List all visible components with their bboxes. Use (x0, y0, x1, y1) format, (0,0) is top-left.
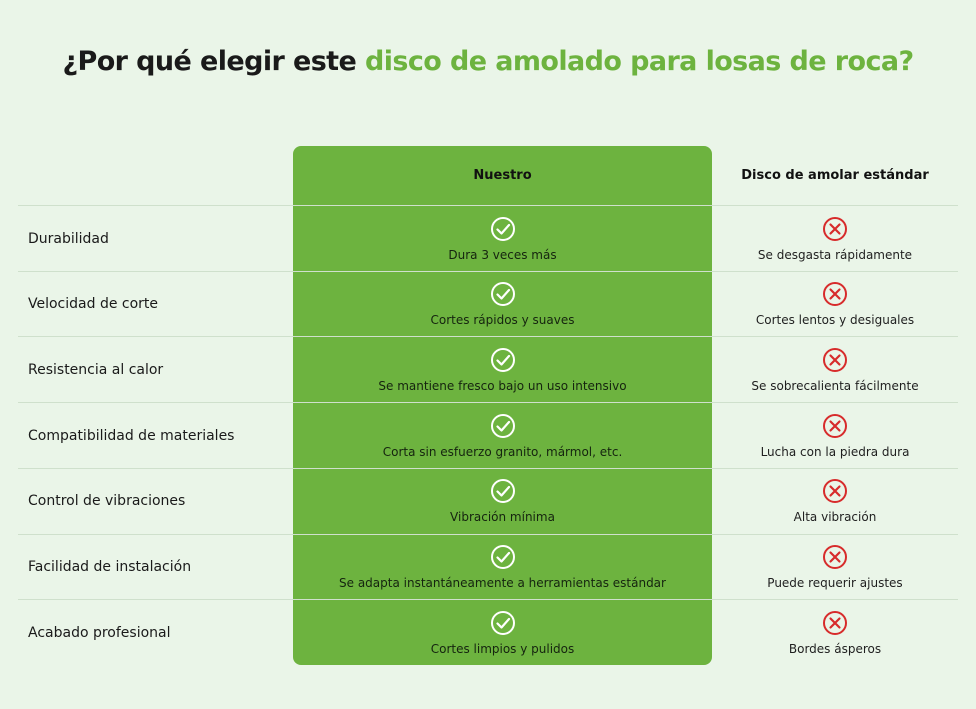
x-circle-icon (822, 478, 848, 504)
table-row (18, 271, 958, 337)
check-circle-icon (490, 413, 516, 439)
ours-cell (293, 337, 712, 402)
check-circle-icon (490, 216, 516, 242)
standard-cell (712, 337, 958, 402)
title-prefix: ¿Por qué elegir este (62, 46, 365, 77)
x-circle-icon (822, 216, 848, 242)
ours-cell (293, 403, 712, 468)
x-circle-icon (822, 281, 848, 307)
standard-cell (712, 403, 958, 468)
title-highlight: disco de amolado para losas de roca? (365, 46, 914, 77)
standard-text: Se sobrecalienta fácilmente (751, 378, 919, 393)
standard-text: Cortes lentos y desiguales (755, 313, 915, 328)
x-circle-icon (822, 544, 848, 570)
standard-text: Alta vibración (793, 510, 877, 525)
table-header (18, 146, 958, 205)
check-circle-icon (490, 478, 516, 504)
comparison-table (18, 146, 958, 665)
x-circle-icon (822, 610, 848, 636)
feature-label: Durabilidad (28, 230, 109, 247)
feature-label: Resistencia al calor (28, 361, 164, 378)
check-circle-icon (490, 544, 516, 570)
standard-cell (712, 206, 958, 271)
table-row (18, 402, 958, 468)
ours-cell (293, 469, 712, 534)
standard-cell (712, 469, 958, 534)
standard-text: Lucha con la piedra dura (760, 444, 910, 459)
ours-cell (293, 535, 712, 600)
standard-cell (712, 600, 958, 665)
page-title (0, 42, 976, 82)
standard-text: Bordes ásperos (788, 641, 882, 656)
ours-text: Se mantiene fresco bajo un uso intensivo (378, 378, 627, 393)
ours-text: Cortes rápidos y suaves (430, 313, 575, 328)
standard-cell (712, 535, 958, 600)
check-circle-icon (490, 347, 516, 373)
table-row (18, 336, 958, 402)
header-standard: Disco de amolar estándar (741, 168, 929, 183)
feature-label: Velocidad de corte (28, 296, 159, 313)
ours-cell (293, 206, 712, 271)
feature-label: Acabado profesional (28, 624, 171, 641)
standard-text: Puede requerir ajustes (767, 576, 903, 590)
feature-label: Compatibilidad de materiales (28, 427, 235, 444)
feature-label: Control de vibraciones (28, 493, 186, 510)
x-circle-icon (822, 413, 848, 439)
check-circle-icon (490, 281, 516, 307)
header-ours: Nuestro (473, 168, 532, 183)
ours-cell (293, 600, 712, 665)
table-row (18, 205, 958, 271)
ours-cell (293, 272, 712, 337)
ours-text: Dura 3 veces más (448, 247, 557, 262)
ours-text: Vibración mínima (450, 510, 555, 525)
check-circle-icon (490, 610, 516, 636)
feature-label: Facilidad de instalación (28, 559, 192, 575)
standard-text: Se desgasta rápidamente (757, 247, 913, 262)
x-circle-icon (822, 347, 848, 373)
ours-text: Corta sin esfuerzo granito, mármol, etc. (382, 444, 623, 459)
ours-text: Cortes limpios y pulidos (430, 641, 575, 656)
table-row (18, 468, 958, 534)
table-row (18, 599, 958, 665)
ours-text: Se adapta instantáneamente a herramientas estándar (339, 576, 666, 590)
standard-cell (712, 272, 958, 337)
table-row (18, 534, 958, 600)
